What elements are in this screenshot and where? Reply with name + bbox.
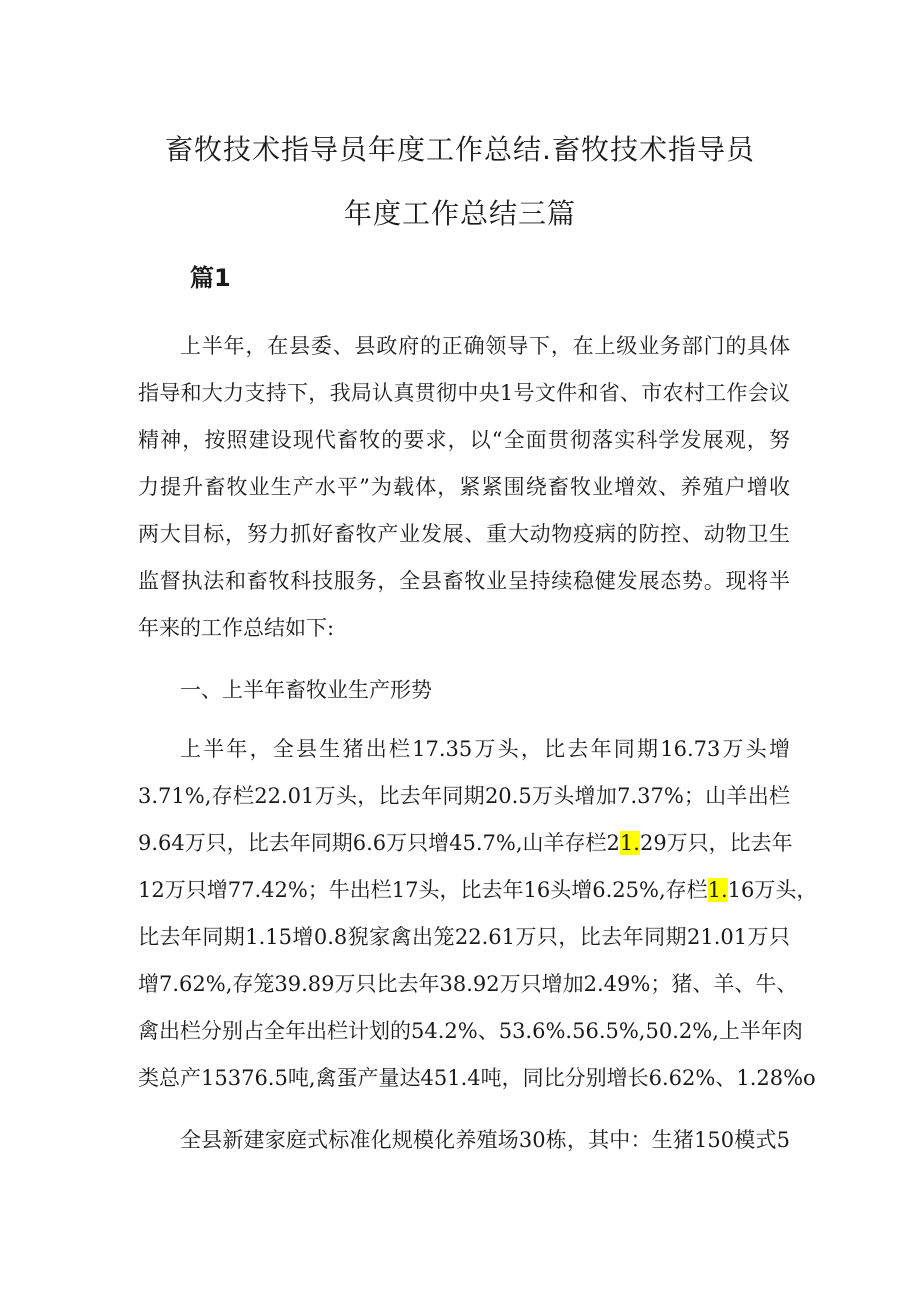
heading-1: 一、上半年畜牧业生产形势 bbox=[180, 678, 432, 702]
document-title-line-2: 年度工作总结三篇 bbox=[343, 197, 576, 230]
paragraph-1-line: 指导和大力支持下，我局认真贯彻中央1号文件和省、市农村工作会议 bbox=[138, 381, 790, 405]
paragraph-1-line: 两大目标，努力抓好畜牧产业发展、重大动物疫病的防控、动物卫生 bbox=[138, 522, 790, 546]
paragraph-2-line: 类总产15376.5吨,禽蛋产量达451.4吨，同比分别增长6.62%、1.28%o bbox=[138, 1066, 816, 1090]
paragraph-1-line: 精神，按照建设现代畜牧的要求，以“全面贯彻落实科学发展观，努 bbox=[138, 428, 790, 452]
paragraph-2-line bbox=[138, 874, 818, 906]
paragraph-3-line: 全县新建家庭式标准化规模化养殖场30栋，其中：生猪150模式5 bbox=[180, 1128, 790, 1152]
text-segment: 12万只增77.42%；牛出栏17头，比去年16头增6.25%,存栏 bbox=[138, 878, 708, 902]
paragraph-2-line: 上半年，全县生猪出栏17.35万头，比去年同期16.73万头增 bbox=[180, 737, 790, 761]
paragraph-1-line: 上半年，在县委、县政府的正确领导下，在上级业务部门的具体 bbox=[180, 334, 790, 358]
text-segment: 29万只，比去年 bbox=[639, 831, 793, 855]
paragraph-2-line: 比去年同期1.15增0.8猊家禽出笼22.61万只，比去年同期21.01万只 bbox=[138, 925, 790, 949]
paragraph-2-line: 禽出栏分别占全年出栏计划的54.2%、53.6%.56.5%,50.2%,上半年肉 bbox=[138, 1019, 803, 1043]
text-segment: 9.64万只，比去年同期6.6万只增45.7%,山羊存栏2 bbox=[138, 831, 620, 855]
paragraph-2-line: 3.71%,存栏22.01万头，比去年同期20.5万头增加7.37%；山羊出栏 bbox=[138, 784, 790, 808]
text-segment: 16万头， bbox=[727, 878, 818, 902]
paragraph-2-line: 增7.62%,存笼39.89万只比去年38.92万只增加2.49%；猪、羊、牛、 bbox=[138, 972, 798, 996]
paragraph-1-line: 年来的工作总结如下: bbox=[138, 616, 335, 640]
highlighted-text: 1. bbox=[707, 878, 728, 902]
paragraph-1-line: 监督执法和畜牧科技服务，全县畜牧业呈持续稳健发展态势。现将半 bbox=[138, 569, 790, 593]
section-heading: 篇1 bbox=[190, 264, 231, 292]
paragraph-1-line: 力提升畜牧业生产水平”为载体，紧紧围绕畜牧业增效、养殖户增收 bbox=[138, 475, 790, 499]
paragraph-2-line bbox=[138, 827, 793, 859]
document-title-line-1: 畜牧技术指导员年度工作总结.畜牧技术指导员 bbox=[165, 133, 755, 166]
highlighted-text: 1. bbox=[619, 831, 640, 855]
